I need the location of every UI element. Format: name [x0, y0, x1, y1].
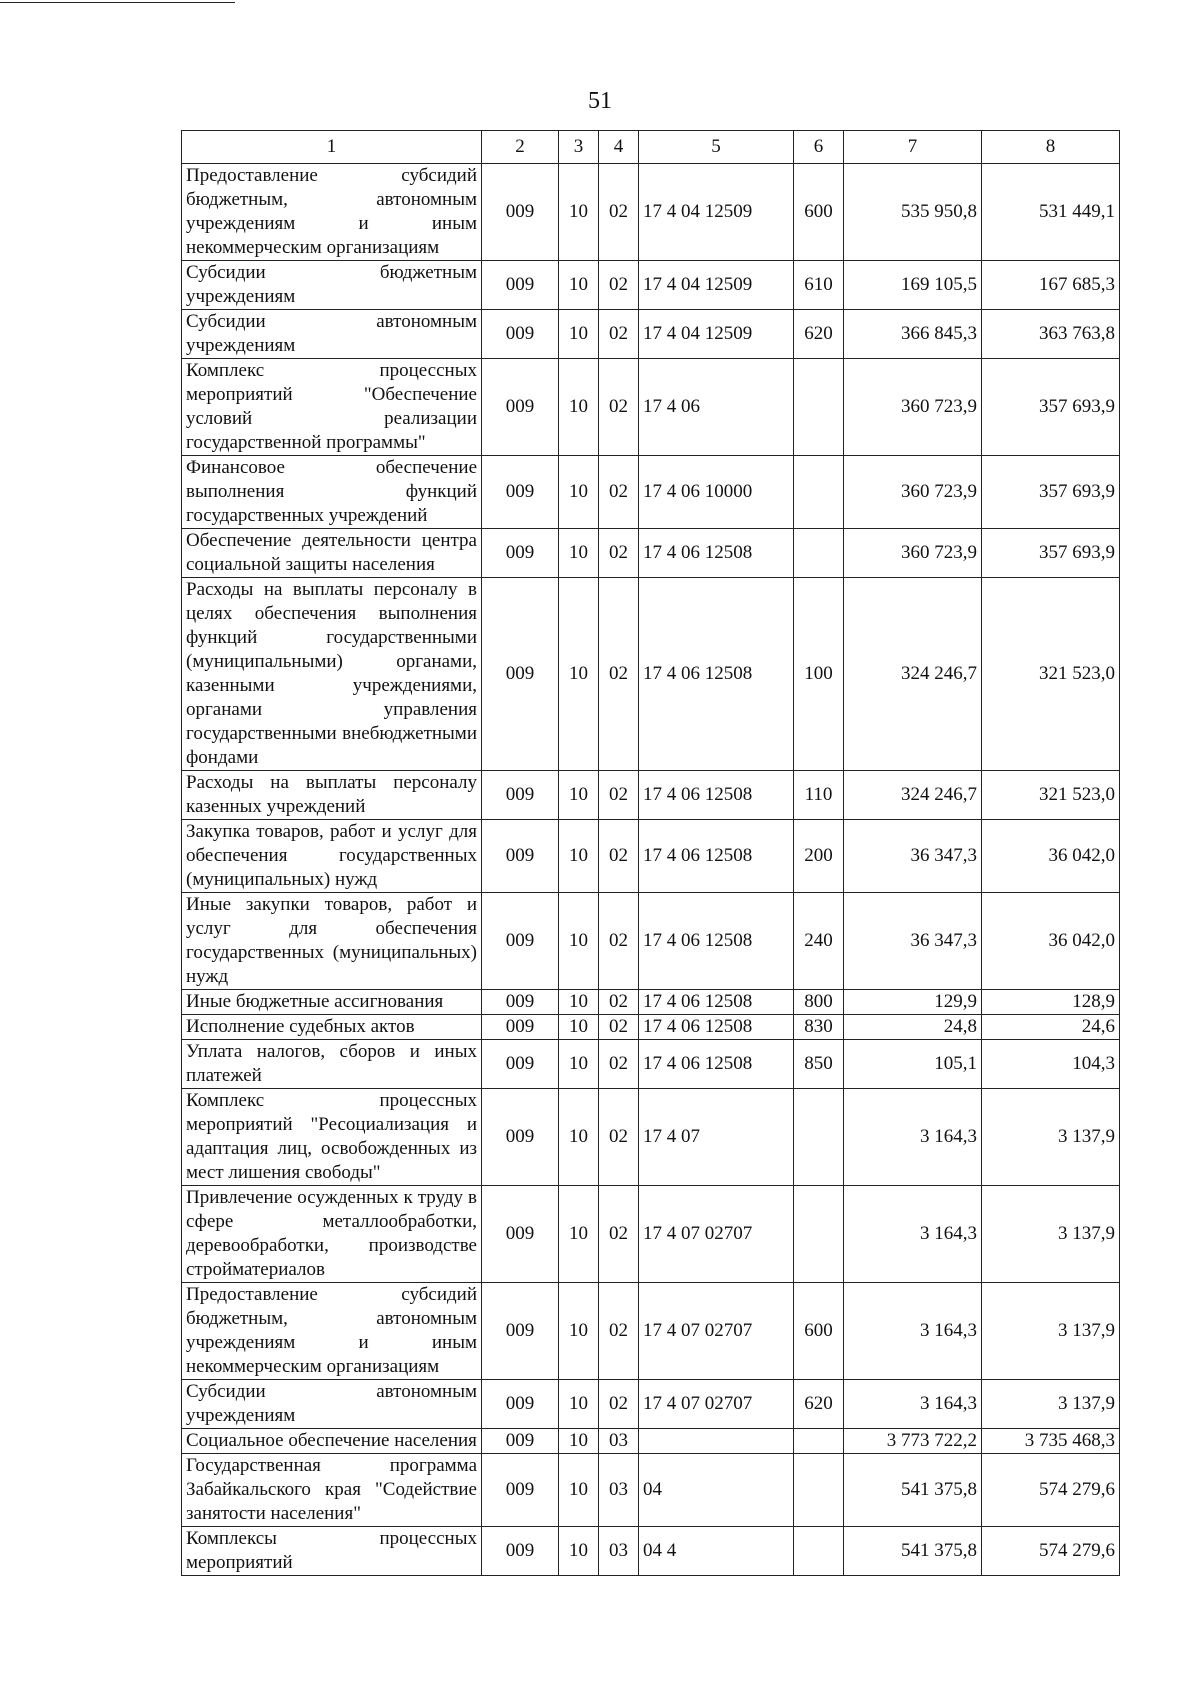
- amount-cell: 324 246,7: [844, 771, 982, 820]
- table-row: [182, 771, 1120, 820]
- table-row: [182, 456, 1120, 529]
- amount-cell: 541 375,8: [844, 1454, 982, 1527]
- target-article-cell: 17 4 06 10000: [639, 456, 794, 529]
- target-article-cell: 17 4 04 12509: [639, 261, 794, 310]
- amount-cell: 3 735 468,3: [982, 1429, 1120, 1454]
- table-row: [182, 578, 1120, 771]
- amount-cell: 535 950,8: [844, 164, 982, 261]
- target-article-cell: 17 4 06 12508: [639, 578, 794, 771]
- subsection-cell: 02: [599, 164, 639, 261]
- item-name-cell: Исполнение судебных актов: [182, 1015, 482, 1040]
- page-number: 51: [588, 88, 612, 114]
- item-name-cell: Предоставление субсидий бюджетным, автономным учреждениям и иным некоммерческим организациям: [182, 1283, 482, 1380]
- item-name-cell: Финансовое обеспечение выполнения функций государственных учреждений: [182, 456, 482, 529]
- target-article-cell: [639, 1429, 794, 1454]
- target-article-cell: 17 4 06 12508: [639, 893, 794, 990]
- table-row: [182, 1527, 1120, 1576]
- amount-cell: 3 137,9: [982, 1186, 1120, 1283]
- code-cell: 009: [482, 578, 559, 771]
- subsection-cell: 02: [599, 1186, 639, 1283]
- code-cell: 009: [482, 990, 559, 1015]
- amount-cell: 24,6: [982, 1015, 1120, 1040]
- subsection-cell: 02: [599, 1283, 639, 1380]
- section-cell: 10: [559, 1429, 599, 1454]
- amount-cell: 357 693,9: [982, 359, 1120, 456]
- code-cell: 009: [482, 164, 559, 261]
- table-row: [182, 1380, 1120, 1429]
- amount-cell: 321 523,0: [982, 578, 1120, 771]
- header-cell: 3: [559, 131, 599, 164]
- item-name-cell: Комплексы процессных мероприятий: [182, 1527, 482, 1576]
- table-row: [182, 990, 1120, 1015]
- target-article-cell: 17 4 07 02707: [639, 1186, 794, 1283]
- expense-type-cell: 620: [794, 310, 844, 359]
- expense-type-cell: 240: [794, 893, 844, 990]
- amount-cell: 360 723,9: [844, 456, 982, 529]
- amount-cell: 24,8: [844, 1015, 982, 1040]
- item-name-cell: Расходы на выплаты персоналу в целях обеспечения выполнения функций государственными (муниципальными) органами, казенными учреждениями, органами управления государственными внебюджетными фондами: [182, 578, 482, 771]
- table-row: [182, 529, 1120, 578]
- code-cell: 009: [482, 1527, 559, 1576]
- section-cell: 10: [559, 1186, 599, 1283]
- subsection-cell: 02: [599, 1040, 639, 1089]
- item-name-cell: Иные бюджетные ассигнования: [182, 990, 482, 1015]
- target-article-cell: 17 4 07: [639, 1089, 794, 1186]
- target-article-cell: 17 4 07 02707: [639, 1283, 794, 1380]
- item-name-cell: Субсидии автономным учреждениям: [182, 1380, 482, 1429]
- top-left-rule: [0, 2, 235, 3]
- amount-cell: 105,1: [844, 1040, 982, 1089]
- header-cell: 2: [482, 131, 559, 164]
- code-cell: 009: [482, 261, 559, 310]
- item-name-cell: Субсидии бюджетным учреждениям: [182, 261, 482, 310]
- table-body: [182, 164, 1120, 1576]
- code-cell: 009: [482, 1186, 559, 1283]
- item-name-cell: Уплата налогов, сборов и иных платежей: [182, 1040, 482, 1089]
- subsection-cell: 02: [599, 820, 639, 893]
- expense-type-cell: [794, 1527, 844, 1576]
- section-cell: 10: [559, 1283, 599, 1380]
- amount-cell: 360 723,9: [844, 359, 982, 456]
- table-row: [182, 1089, 1120, 1186]
- target-article-cell: 04: [639, 1454, 794, 1527]
- section-cell: 10: [559, 1380, 599, 1429]
- amount-cell: 324 246,7: [844, 578, 982, 771]
- amount-cell: 128,9: [982, 990, 1120, 1015]
- amount-cell: 104,3: [982, 1040, 1120, 1089]
- amount-cell: 574 279,6: [982, 1454, 1120, 1527]
- expense-type-cell: [794, 1454, 844, 1527]
- section-cell: 10: [559, 359, 599, 456]
- expense-type-cell: [794, 359, 844, 456]
- code-cell: 009: [482, 1429, 559, 1454]
- code-cell: 009: [482, 1015, 559, 1040]
- amount-cell: 129,9: [844, 990, 982, 1015]
- item-name-cell: Субсидии автономным учреждениям: [182, 310, 482, 359]
- target-article-cell: 17 4 07 02707: [639, 1380, 794, 1429]
- subsection-cell: 03: [599, 1527, 639, 1576]
- amount-cell: 541 375,8: [844, 1527, 982, 1576]
- expense-type-cell: 110: [794, 771, 844, 820]
- target-article-cell: 17 4 06 12508: [639, 1040, 794, 1089]
- subsection-cell: 02: [599, 456, 639, 529]
- table-row: [182, 1283, 1120, 1380]
- section-cell: 10: [559, 261, 599, 310]
- header-row: [182, 131, 1120, 164]
- section-cell: 10: [559, 1015, 599, 1040]
- table-row: [182, 310, 1120, 359]
- section-cell: 10: [559, 893, 599, 990]
- subsection-cell: 02: [599, 1380, 639, 1429]
- target-article-cell: 17 4 06 12508: [639, 771, 794, 820]
- section-cell: 10: [559, 310, 599, 359]
- section-cell: 10: [559, 1040, 599, 1089]
- target-article-cell: 17 4 04 12509: [639, 310, 794, 359]
- table-row: [182, 359, 1120, 456]
- section-cell: 10: [559, 578, 599, 771]
- amount-cell: 531 449,1: [982, 164, 1120, 261]
- code-cell: 009: [482, 310, 559, 359]
- code-cell: 009: [482, 820, 559, 893]
- amount-cell: 3 137,9: [982, 1283, 1120, 1380]
- expense-type-cell: [794, 1186, 844, 1283]
- section-cell: 10: [559, 164, 599, 261]
- table-row: [182, 1015, 1120, 1040]
- item-name-cell: Комплекс процессных мероприятий "Ресоциализация и адаптация лиц, освобожденных из мест лишения свободы": [182, 1089, 482, 1186]
- amount-cell: 3 164,3: [844, 1283, 982, 1380]
- expense-type-cell: 100: [794, 578, 844, 771]
- code-cell: 009: [482, 1040, 559, 1089]
- table-row: [182, 820, 1120, 893]
- target-article-cell: 17 4 06 12508: [639, 820, 794, 893]
- subsection-cell: 03: [599, 1429, 639, 1454]
- subsection-cell: 02: [599, 529, 639, 578]
- table-row: [182, 893, 1120, 990]
- code-cell: 009: [482, 529, 559, 578]
- header-cell: 8: [982, 131, 1120, 164]
- target-article-cell: 17 4 06 12508: [639, 990, 794, 1015]
- expense-type-cell: 800: [794, 990, 844, 1015]
- amount-cell: 36 042,0: [982, 820, 1120, 893]
- section-cell: 10: [559, 1527, 599, 1576]
- subsection-cell: 02: [599, 990, 639, 1015]
- code-cell: 009: [482, 456, 559, 529]
- amount-cell: 3 137,9: [982, 1380, 1120, 1429]
- section-cell: 10: [559, 1089, 599, 1186]
- expense-type-cell: 620: [794, 1380, 844, 1429]
- code-cell: 009: [482, 771, 559, 820]
- amount-cell: 574 279,6: [982, 1527, 1120, 1576]
- item-name-cell: Закупка товаров, работ и услуг для обеспечения государственных (муниципальных) нужд: [182, 820, 482, 893]
- code-cell: 009: [482, 1454, 559, 1527]
- subsection-cell: 02: [599, 893, 639, 990]
- expense-type-cell: 850: [794, 1040, 844, 1089]
- subsection-cell: 02: [599, 310, 639, 359]
- amount-cell: 3 164,3: [844, 1089, 982, 1186]
- target-article-cell: 17 4 06: [639, 359, 794, 456]
- item-name-cell: Иные закупки товаров, работ и услуг для обеспечения государственных (муниципальных) нужд: [182, 893, 482, 990]
- expense-type-cell: 830: [794, 1015, 844, 1040]
- amount-cell: 321 523,0: [982, 771, 1120, 820]
- amount-cell: 357 693,9: [982, 529, 1120, 578]
- table-row: [182, 261, 1120, 310]
- subsection-cell: 02: [599, 1089, 639, 1186]
- target-article-cell: 17 4 04 12509: [639, 164, 794, 261]
- amount-cell: 36 042,0: [982, 893, 1120, 990]
- code-cell: 009: [482, 893, 559, 990]
- amount-cell: 167 685,3: [982, 261, 1120, 310]
- target-article-cell: 17 4 06 12508: [639, 529, 794, 578]
- header-cell: 7: [844, 131, 982, 164]
- expense-type-cell: [794, 529, 844, 578]
- code-cell: 009: [482, 1089, 559, 1186]
- amount-cell: 366 845,3: [844, 310, 982, 359]
- expense-type-cell: 600: [794, 1283, 844, 1380]
- code-cell: 009: [482, 1283, 559, 1380]
- expense-type-cell: 200: [794, 820, 844, 893]
- subsection-cell: 02: [599, 1015, 639, 1040]
- item-name-cell: Расходы на выплаты персоналу казенных учреждений: [182, 771, 482, 820]
- section-cell: 10: [559, 990, 599, 1015]
- target-article-cell: 17 4 06 12508: [639, 1015, 794, 1040]
- subsection-cell: 02: [599, 578, 639, 771]
- section-cell: 10: [559, 771, 599, 820]
- section-cell: 10: [559, 529, 599, 578]
- code-cell: 009: [482, 359, 559, 456]
- section-cell: 10: [559, 456, 599, 529]
- amount-cell: 363 763,8: [982, 310, 1120, 359]
- table-row: [182, 1429, 1120, 1454]
- amount-cell: 3 164,3: [844, 1186, 982, 1283]
- header-cell: 6: [794, 131, 844, 164]
- amount-cell: 3 164,3: [844, 1380, 982, 1429]
- header-cell: 4: [599, 131, 639, 164]
- item-name-cell: Обеспечение деятельности центра социальной защиты населения: [182, 529, 482, 578]
- amount-cell: 169 105,5: [844, 261, 982, 310]
- amount-cell: 360 723,9: [844, 529, 982, 578]
- expense-type-cell: 610: [794, 261, 844, 310]
- table-row: [182, 1454, 1120, 1527]
- section-cell: 10: [559, 820, 599, 893]
- item-name-cell: Социальное обеспечение населения: [182, 1429, 482, 1454]
- subsection-cell: 02: [599, 359, 639, 456]
- subsection-cell: 03: [599, 1454, 639, 1527]
- amount-cell: 357 693,9: [982, 456, 1120, 529]
- amount-cell: 3 773 722,2: [844, 1429, 982, 1454]
- amount-cell: 36 347,3: [844, 820, 982, 893]
- subsection-cell: 02: [599, 261, 639, 310]
- section-cell: 10: [559, 1454, 599, 1527]
- budget-table: [181, 130, 1120, 1576]
- expense-type-cell: 600: [794, 164, 844, 261]
- code-cell: 009: [482, 1380, 559, 1429]
- header-cell: 5: [639, 131, 794, 164]
- table-row: [182, 1040, 1120, 1089]
- subsection-cell: 02: [599, 771, 639, 820]
- expense-type-cell: [794, 1429, 844, 1454]
- table-row: [182, 164, 1120, 261]
- target-article-cell: 04 4: [639, 1527, 794, 1576]
- item-name-cell: Комплекс процессных мероприятий "Обеспечение условий реализации государственной программы": [182, 359, 482, 456]
- expense-type-cell: [794, 1089, 844, 1186]
- amount-cell: 3 137,9: [982, 1089, 1120, 1186]
- item-name-cell: Государственная программа Забайкальского края "Содействие занятости населения": [182, 1454, 482, 1527]
- expense-type-cell: [794, 456, 844, 529]
- amount-cell: 36 347,3: [844, 893, 982, 990]
- item-name-cell: Предоставление субсидий бюджетным, автономным учреждениям и иным некоммерческим организациям: [182, 164, 482, 261]
- header-cell: 1: [182, 131, 482, 164]
- table-row: [182, 1186, 1120, 1283]
- item-name-cell: Привлечение осужденных к труду в сфере металлообработки, деревообработки, производстве стройматериалов: [182, 1186, 482, 1283]
